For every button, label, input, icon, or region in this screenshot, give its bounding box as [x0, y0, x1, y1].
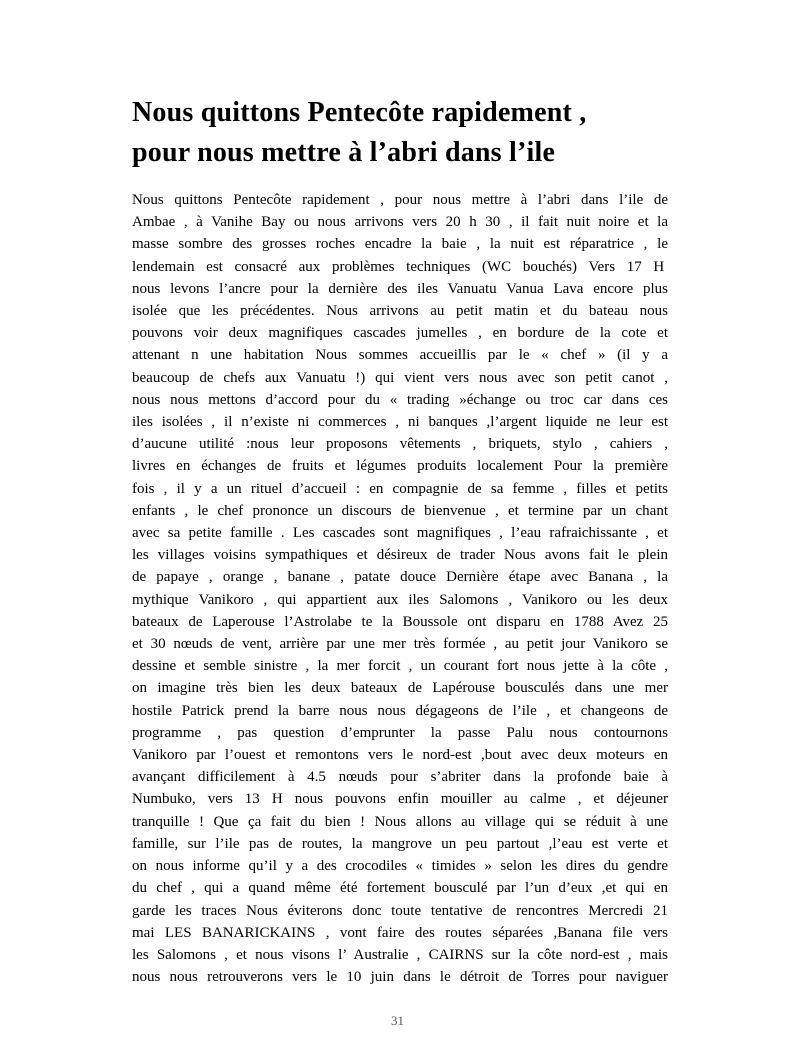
text-line: enfants , le chef prononce un discours de bienvenue , et termine par un chant — [132, 502, 668, 519]
text-line: livres en échanges de fruits et légumes produits localement Pour la première — [132, 458, 668, 475]
text-line: les Salomons , et nous visons l’ Australie , CAIRNS sur la côte nord-est , mais — [132, 946, 668, 963]
text-line: Vanikoro par l’ouest et remontons vers le nord-est ,bout avec deux moteurs en — [132, 747, 668, 764]
text-line: nous levons l’ancre pour la dernière des iles Vanuatu Vanua Lava encore plus — [132, 280, 668, 297]
text-line: dessine et semble sinistre , la mer forcit , un courant fort nous jette à la côte , — [132, 658, 668, 675]
text-line: lendemain est consacré aux problèmes techniques (WC bouchés) Vers 17 H — [132, 258, 668, 275]
document-page-content — [132, 93, 668, 988]
page-title — [132, 93, 668, 173]
text-line: Nous quittons Pentecôte rapidement , pour nous mettre à l’abri dans l’ile de — [132, 192, 668, 208]
page-number: 31 — [391, 1013, 404, 1028]
text-line: fois , il y a un rituel d’accueil : en compagnie de sa femme , filles et petits — [132, 480, 668, 497]
text-line: Ambae , à Vanihe Bay ou nous arrivons vers 20 h 30 , il fait nuit noire et la — [132, 214, 668, 231]
text-line: mai LES BANARICKAINS , vont faire des routes séparées ,Banana file vers — [132, 924, 668, 941]
text-line: de papaye , orange , banane , patate douce Dernière étape avec Banana , la — [132, 569, 668, 586]
text-line: beaucoup de chefs aux Vanuatu !) qui vient vers nous avec son petit canot , — [132, 369, 668, 386]
page-title-line-2: pour nous mettre à l’abri dans l’ile — [132, 137, 556, 168]
text-line: avec sa petite famille . Les cascades sont magnifiques , l’eau rafraichissante , et — [132, 525, 668, 542]
text-line: mythique Vanikoro , qui appartient aux iles Salomons , Vanikoro ou les deux — [132, 591, 668, 608]
text-line: on imagine très bien les deux bateaux de Lapérouse bousculés dans une mer — [132, 680, 668, 697]
text-line: iles isolées , il n’existe ni commerces , ni banques ,l’argent liquide ne leur est — [132, 414, 668, 431]
text-line: attenant n une habitation Nous sommes accueillis par le « chef » (il y a — [132, 347, 668, 364]
page-title-line-1: Nous quittons Pentecôte rapidement , — [132, 97, 587, 128]
text-line: avançant difficilement à 4.5 nœuds pour s’abriter dans la profonde baie à — [132, 769, 668, 786]
text-line: hostile Patrick prend la barre nous nous dégageons de l’ile , et changeons de — [132, 702, 668, 719]
text-line: Numbuko, vers 13 H nous pouvons enfin mouiller au calme , et déjeuner — [132, 791, 668, 808]
text-line: nous nous mettons d’accord pour du « trading »échange ou troc car dans ces — [132, 391, 668, 408]
text-line: nous nous retrouverons vers le 10 juin dans le détroit de Torres pour naviguer — [132, 969, 668, 986]
text-line: et 30 nœuds de vent, arrière par une mer très formée , au petit jour Vanikoro se — [132, 636, 668, 653]
text-line: on nous informe qu’il y a des crocodiles « timides » selon les dires du gendre — [132, 858, 668, 875]
body-paragraph — [132, 189, 668, 988]
text-line: masse sombre des grosses roches encadre la baie , la nuit est réparatrice , le — [132, 236, 668, 253]
text-line: pouvons voir deux magnifiques cascades jumelles , en bordure de la cote et — [132, 325, 668, 342]
text-line: tranquille ! Que ça fait du bien ! Nous allons au village qui se réduit à une — [132, 813, 668, 830]
text-line: isolée que les précédentes. Nous arrivons au petit matin et du bateau nous — [132, 303, 668, 320]
text-line: famille, sur l’ile pas de routes, la mangrove un peu partout ,l’eau est verte et — [132, 835, 668, 852]
text-line: du chef , qui a quand même été fortement bousculé par l’un d’eux ,et qui en — [132, 880, 668, 897]
text-line: garde les traces Nous éviterons donc toute tentative de rencontres Mercredi 21 — [132, 902, 668, 919]
text-line: d’aucune utilité :nous leur proposons vêtements , briquets, stylo , cahiers , — [132, 436, 668, 453]
text-line: bateaux de Laperouse l’Astrolabe te la Boussole ont disparu en 1788 Avez 25 — [132, 613, 668, 630]
text-line: programme , pas question d’emprunter la passe Palu nous contournons — [132, 724, 668, 741]
text-line: les villages voisins sympathiques et désireux de trader Nous avons fait le plein — [132, 547, 668, 564]
